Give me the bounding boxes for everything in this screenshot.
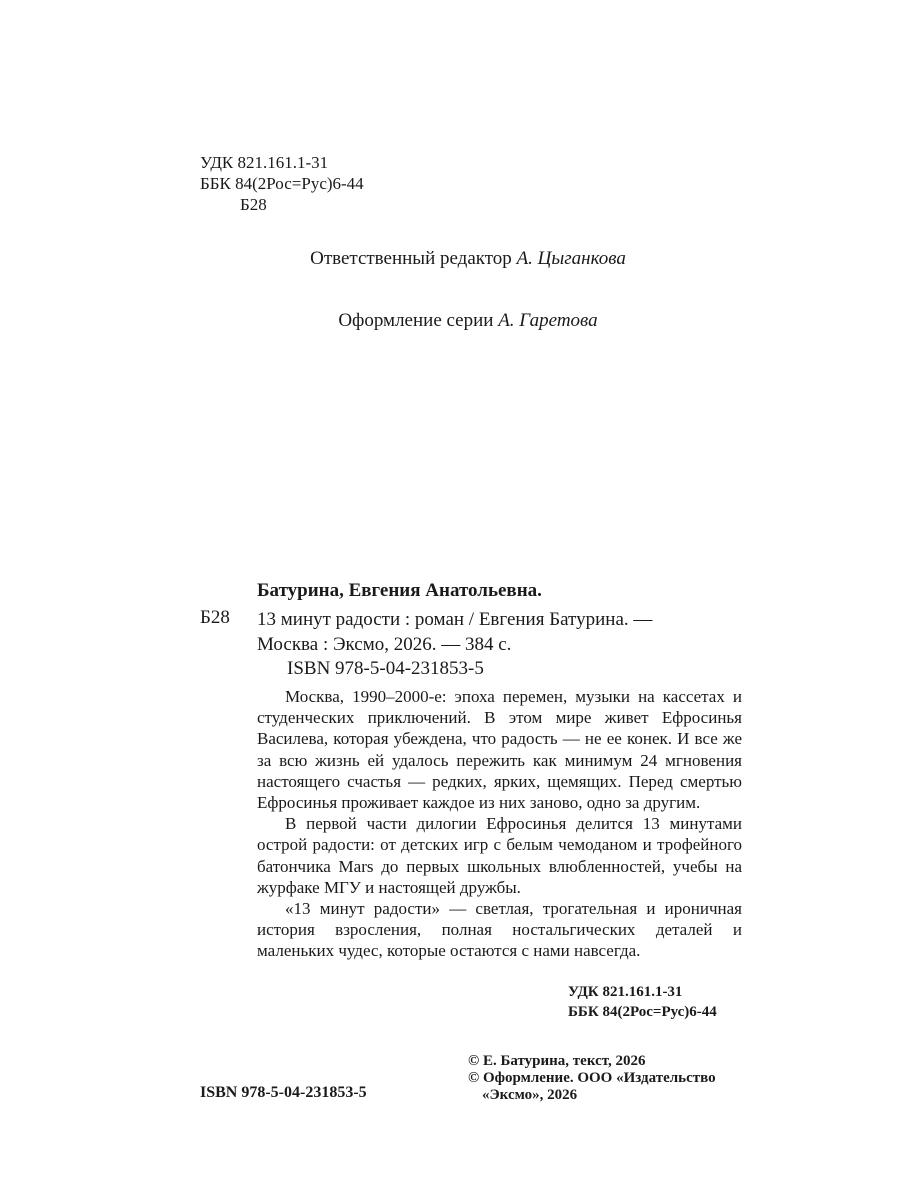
copyright-design: © Оформление. ООО «Издательство bbox=[468, 1070, 716, 1086]
udk-code-bottom: УДК 821.161.1-31 bbox=[568, 984, 683, 1000]
title-line-2: Москва : Эксмо, 2026. — 384 с. bbox=[257, 634, 512, 655]
udk-code: УДК 821.161.1-31 bbox=[200, 153, 329, 172]
title-line-1: 13 минут радости : роман / Евгения Батурина. — bbox=[257, 609, 653, 630]
author-mark: Б28 bbox=[240, 195, 267, 214]
editor-credit bbox=[18, 248, 900, 270]
editor-role: Ответственный редактор bbox=[310, 248, 517, 269]
bottom-classification-block bbox=[568, 982, 717, 1022]
annotation-paragraph: «13 минут радости» — светлая, трогательная и ироничная история взросления, полная ностальгических деталей и маленьких чудес, которые остаются с нами навсегда. bbox=[257, 899, 742, 961]
title-description bbox=[257, 607, 652, 657]
isbn-bottom: ISBN 978-5-04-231853-5 bbox=[200, 1084, 367, 1101]
isbn-main: ISBN 978-5-04-231853-5 bbox=[287, 658, 484, 679]
annotation-paragraph: Москва, 1990–2000-е: эпоха перемен, музыки на кассетах и студенческих приключений. В этом мире живет Ефросинья Василева, которая убеждена, что радость — не ее конек. И все же за всю жизнь ей удалось пережить как минимум 24 мгновения настоящего счастья — редких, ярких, щемящих. Перед смертью Ефросинья проживает каждое из них заново, одно за другим. bbox=[257, 687, 742, 813]
bbk-code-bottom: ББК 84(2Рос=Рус)6-44 bbox=[568, 1004, 717, 1020]
annotation-paragraph: В первой части дилогии Ефросинья делится 13 минутами острой радости: от детских игр с белым чемоданом и трофейного батончика Mars до первых школьных влюбленностей, учебы на журфаке МГУ и настоящей дружбы. bbox=[257, 814, 742, 897]
annotation bbox=[257, 686, 742, 962]
copyright-text: © Е. Батурина, текст, 2026 bbox=[468, 1053, 646, 1069]
design-credit bbox=[18, 310, 900, 332]
top-classification-block bbox=[200, 152, 364, 215]
design-name: А. Гаретова bbox=[498, 310, 598, 331]
design-role: Оформление серии bbox=[338, 310, 499, 331]
author-heading: Батурина, Евгения Анатольевна. bbox=[257, 580, 542, 601]
side-author-mark: Б28 bbox=[200, 607, 230, 628]
editor-name: А. Цыганкова bbox=[516, 248, 626, 269]
bbk-code: ББК 84(2Рос=Рус)6-44 bbox=[200, 174, 364, 193]
copyright-block bbox=[468, 1053, 716, 1104]
copyright-design-cont: «Эксмо», 2026 bbox=[482, 1087, 578, 1103]
